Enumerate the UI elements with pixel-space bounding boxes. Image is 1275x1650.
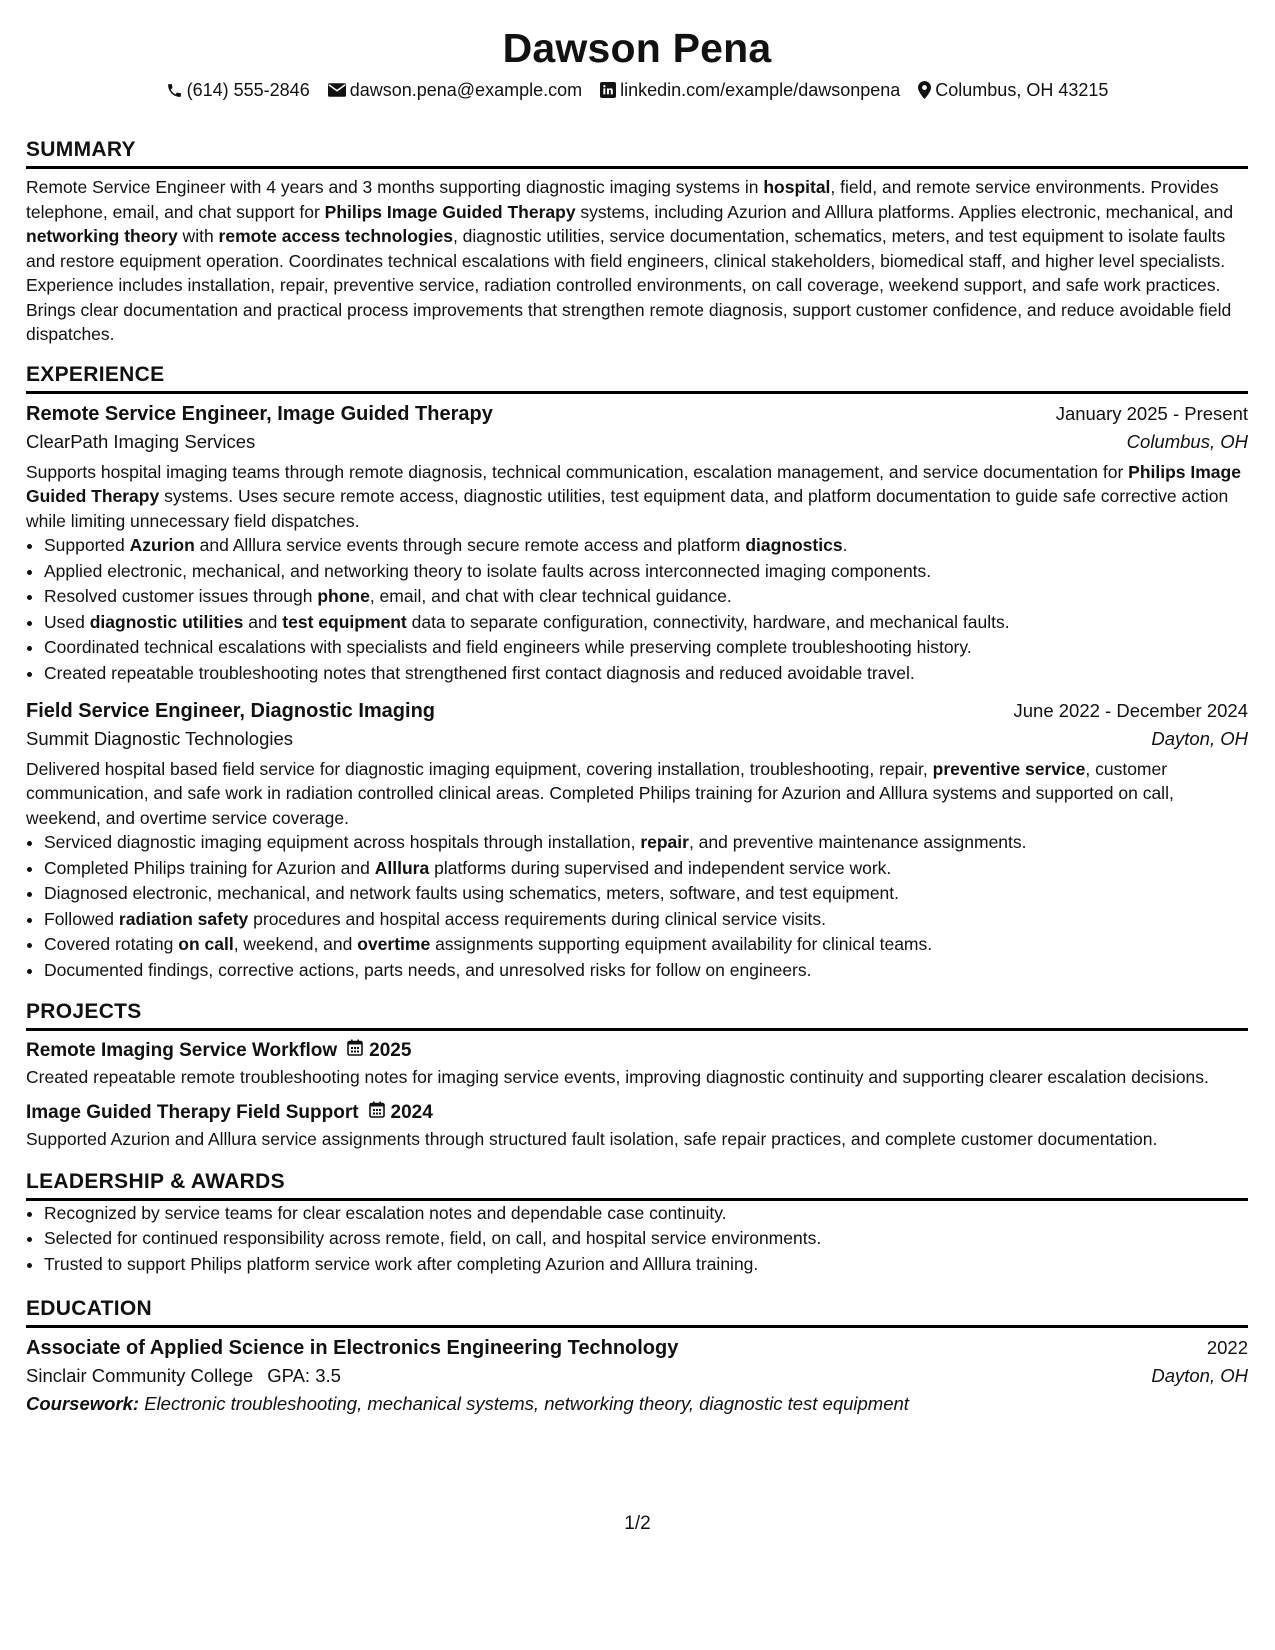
calendar-icon bbox=[369, 1099, 385, 1127]
project-year: 2025 bbox=[369, 1039, 412, 1061]
list-item: • Serviced diagnostic imaging equipment across hospitals through installation, repair, and preventive maintenance assignments. bbox=[44, 830, 1248, 856]
school-name: Sinclair Community College bbox=[26, 1365, 254, 1387]
phone-text: (614) 555-2846 bbox=[186, 80, 310, 100]
job-bullets bbox=[26, 830, 1248, 984]
project-year: 2024 bbox=[390, 1102, 433, 1124]
envelope-icon bbox=[328, 83, 346, 97]
contact-bar bbox=[26, 78, 1248, 102]
summary-text: Remote Service Engineer with 4 years and 3 months supporting diagnostic imaging systems in hospital, field, and remote service environments. Provides telephone, email, and chat support for Philips Image Guided Therapy systems, including Azurion and Alllura platforms. Applies electronic, mechanical, and networking theory with remote access technologies, diagnostic utilities, service documentation, schematics, meters, and test equipment to isolate faults and restore equipment operation. Coordinates technical escalations with field engineers, clinical stakeholders, biomedical staff, and higher level specialists. Experience includes installation, repair, preventive service, radiation controlled environments, on call coverage, weekend support, and safe work practices. Brings clear documentation and practical process improvements that strengthen remote diagnosis, support customer confidence, and reduce avoidable field dispatches. bbox=[26, 177, 1234, 344]
list-item: • Selected for continued responsibility across remote, field, on call, and hospital service environments. bbox=[44, 1226, 1248, 1252]
contact-location bbox=[918, 78, 1108, 102]
list-item: • Followed radiation safety procedures and hospital access requirements during clinical service visits. bbox=[44, 907, 1248, 933]
education-heading: EDUCATION bbox=[26, 1297, 1248, 1328]
map-pin-icon bbox=[918, 81, 931, 99]
resume-page bbox=[26, 0, 1248, 1418]
list-item: • Used diagnostic utilities and test equipment data to separate configuration, connectivity, hardware, and mechanical faults. bbox=[44, 610, 1248, 636]
project-entry bbox=[26, 1099, 1248, 1152]
graduation-year: 2022 bbox=[1206, 1337, 1248, 1359]
list-item: • Diagnosed electronic, mechanical, and network faults using schematics, meters, software, and test equipment. bbox=[44, 881, 1248, 907]
job-description: Supports hospital imaging teams through remote diagnosis, technical communication, escalation management, and service documentation for Philips Image Guided Therapy systems. Uses secure remote access, diagnostic utilities, test equipment data, and platform documentation to guide safe corrective action while limiting unnecessary field dispatches. bbox=[26, 461, 1241, 531]
degree-title: Associate of Applied Science in Electronics Engineering Technology bbox=[26, 1337, 679, 1360]
job-entry bbox=[26, 697, 1248, 984]
project-description: Created repeatable remote troubleshooting notes for imaging service events, improving diagnostic continuity and supporting clearer escalation decisions. bbox=[26, 1066, 1209, 1087]
list-item: • Applied electronic, mechanical, and networking theory to isolate faults across interconnected imaging components. bbox=[44, 559, 1248, 585]
project-title: Remote Imaging Service Workflow bbox=[26, 1039, 338, 1061]
email-text: dawson.pena@example.com bbox=[349, 80, 583, 100]
coursework-text: Electronic troubleshooting, mechanical systems, networking theory, diagnostic test equipment bbox=[139, 1393, 909, 1415]
project-title: Image Guided Therapy Field Support bbox=[26, 1102, 359, 1124]
job-dates: January 2025 - Present bbox=[1055, 402, 1248, 424]
candidate-name: Dawson Pena bbox=[502, 25, 772, 71]
job-title: Remote Service Engineer, Image Guided Therapy bbox=[26, 402, 493, 425]
page-number: 1/2 bbox=[624, 1513, 651, 1534]
contact-linkedin[interactable] bbox=[600, 78, 900, 102]
contact-email[interactable] bbox=[328, 78, 582, 102]
job-location: Dayton, OH bbox=[1151, 727, 1248, 749]
phone-icon bbox=[166, 82, 183, 99]
list-item: • Completed Philips training for Azurion and Alllura platforms during supervised and independent service work. bbox=[44, 856, 1248, 882]
education-entry bbox=[26, 1334, 1248, 1418]
coursework bbox=[26, 1390, 1248, 1418]
experience-heading: EXPERIENCE bbox=[26, 363, 1248, 394]
leadership-heading: LEADERSHIP & AWARDS bbox=[26, 1170, 1248, 1201]
list-item: • Recognized by service teams for clear escalation notes and dependable case continuity. bbox=[44, 1201, 1248, 1227]
job-entry bbox=[26, 400, 1248, 687]
job-bullets bbox=[26, 533, 1248, 687]
job-company: ClearPath Imaging Services bbox=[26, 430, 256, 452]
list-item: • Documented findings, corrective actions, parts needs, and unresolved risks for follow on engineers. bbox=[44, 958, 1248, 984]
job-location: Columbus, OH bbox=[1126, 430, 1248, 452]
list-item: • Resolved customer issues through phone, email, and chat with clear technical guidance. bbox=[44, 584, 1248, 610]
list-item: • Trusted to support Philips platform service work after completing Azurion and Alllura training. bbox=[44, 1252, 1248, 1278]
contact-phone[interactable] bbox=[166, 78, 310, 102]
leadership-list bbox=[26, 1201, 1248, 1278]
linkedin-text: linkedin.com/example/dawsonpena bbox=[620, 80, 901, 100]
gpa: GPA: 3.5 bbox=[267, 1365, 341, 1387]
linkedin-icon bbox=[600, 82, 616, 98]
list-item: • Supported Azurion and Alllura service events through secure remote access and platform diagnostics. bbox=[44, 533, 1248, 559]
summary-heading: SUMMARY bbox=[26, 138, 1248, 169]
job-title: Field Service Engineer, Diagnostic Imaging bbox=[26, 699, 436, 722]
project-description: Supported Azurion and Alllura service assignments through structured fault isolation, safe repair practices, and complete customer documentation. bbox=[26, 1129, 1158, 1150]
job-description: Delivered hospital based field service for diagnostic imaging equipment, covering installation, troubleshooting, repair, preventive service, customer communication, and safe work in radiation controlled clinical areas. Completed Philips training for Azurion and Alllura systems and supported on call, weekend, and overtime service coverage. bbox=[26, 758, 1174, 828]
list-item: • Created repeatable troubleshooting notes that strengthened first contact diagnosis and reduced avoidable travel. bbox=[44, 661, 1248, 687]
list-item: • Coordinated technical escalations with specialists and field engineers while preserving complete troubleshooting history. bbox=[44, 635, 1248, 661]
calendar-icon bbox=[347, 1037, 363, 1065]
job-dates: June 2022 - December 2024 bbox=[1013, 699, 1248, 721]
location-text: Columbus, OH 43215 bbox=[935, 80, 1109, 100]
job-company: Summit Diagnostic Technologies bbox=[26, 727, 294, 749]
coursework-label: Coursework: bbox=[26, 1393, 140, 1415]
list-item: • Covered rotating on call, weekend, and overtime assignments supporting equipment availability for clinical teams. bbox=[44, 932, 1248, 958]
projects-heading: PROJECTS bbox=[26, 1000, 1248, 1031]
school-location: Dayton, OH bbox=[1151, 1365, 1248, 1387]
project-entry bbox=[26, 1037, 1248, 1090]
